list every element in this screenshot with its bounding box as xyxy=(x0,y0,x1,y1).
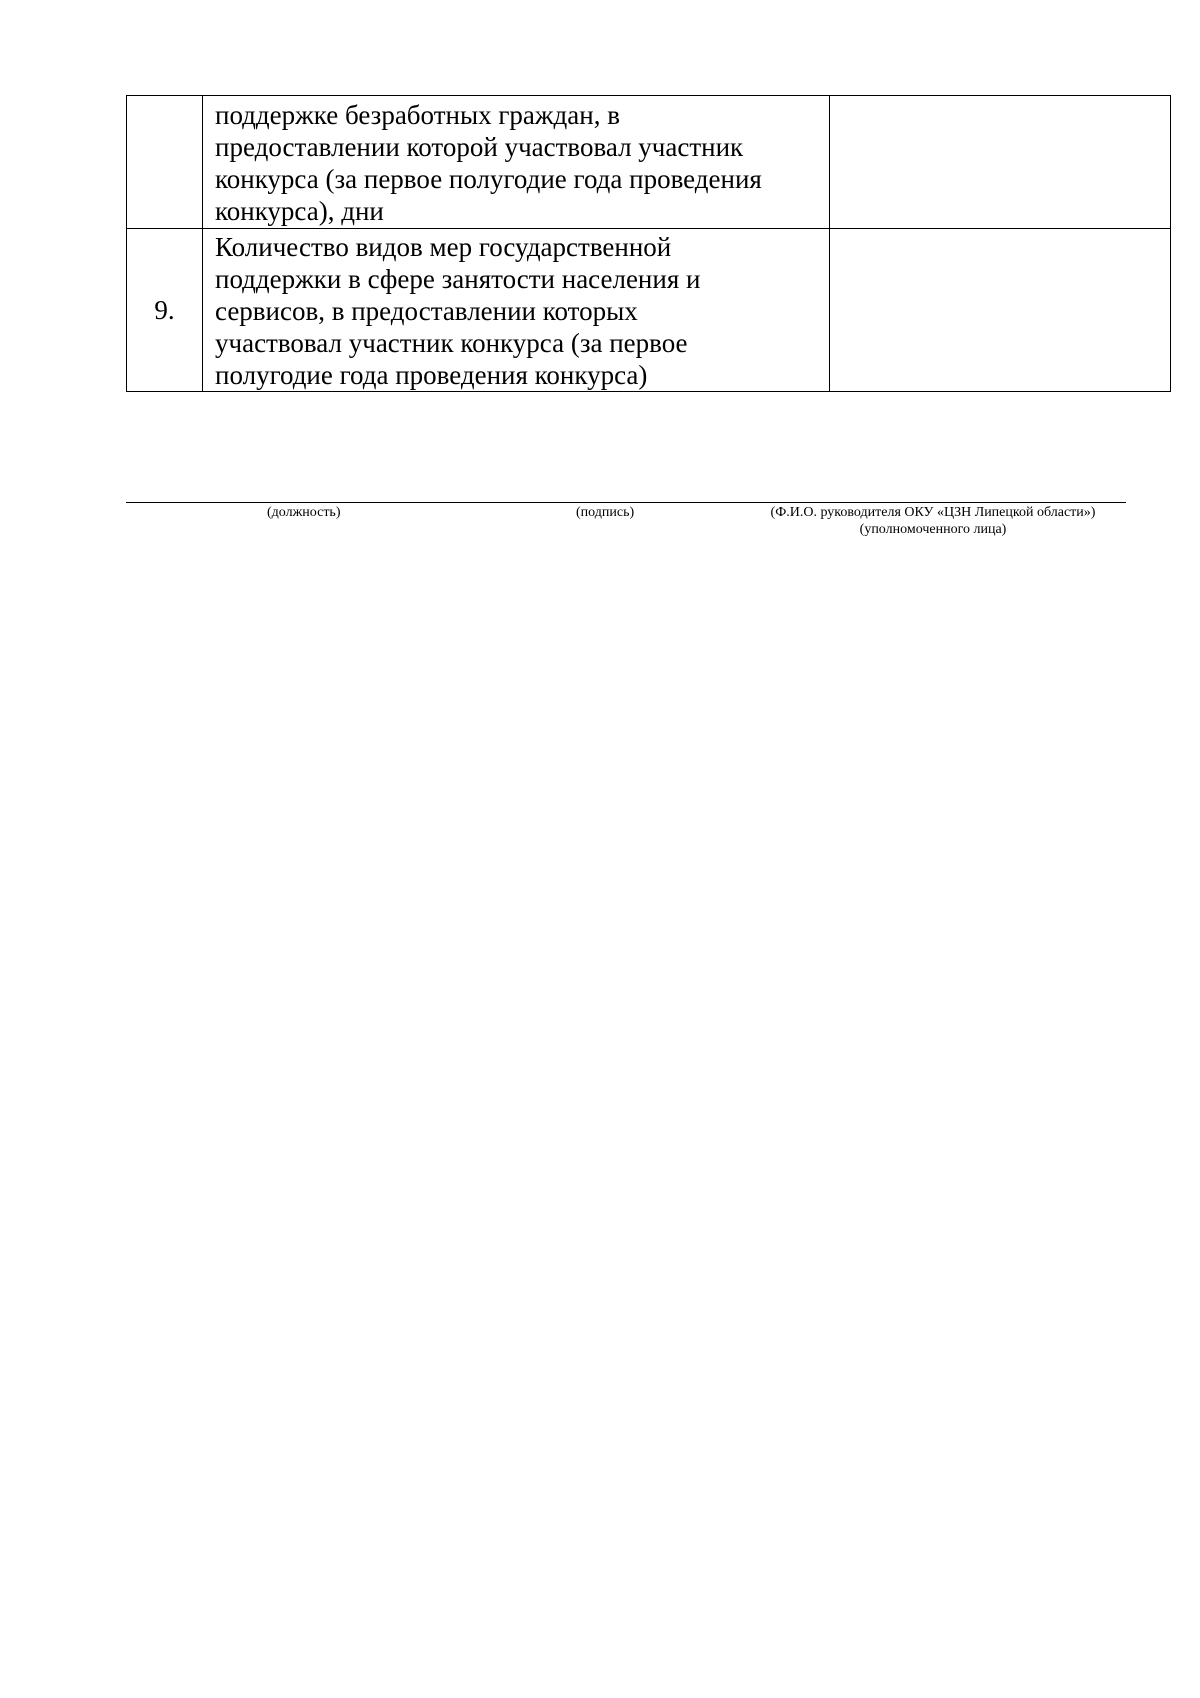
name-caption-line-1: (Ф.И.О. руководителя ОКУ «ЦЗН Липецкой области») xyxy=(770,505,1096,520)
row-description-cell xyxy=(203,229,830,392)
row-description-text: поддержке безработных граждан, в предоставлении которой участвовал участник конкурса (за первое полугодие года проведения конкурса), дни xyxy=(215,100,762,226)
signature-line xyxy=(126,502,1126,503)
table-row xyxy=(127,96,1171,229)
name-caption xyxy=(733,504,1133,538)
name-caption-line-2: (уполномоченного лица) xyxy=(859,522,1007,537)
table-row xyxy=(127,229,1171,392)
criteria-table xyxy=(126,95,1171,392)
row-number-cell: 9. xyxy=(127,229,203,392)
row-value-cell xyxy=(830,229,1171,392)
row-value-cell xyxy=(830,96,1171,229)
position-caption: (должность) xyxy=(267,505,341,520)
row-number-cell xyxy=(127,96,203,229)
row-description-text: Количество видов мер государственной поддержки в сфере занятости населения и сервисов, в предоставлении которых участвовал участник конкурса (за первое полугодие года проведения конкурса) xyxy=(215,232,701,390)
signature-caption: (подпись) xyxy=(576,505,635,520)
row-description-cell xyxy=(203,96,830,229)
